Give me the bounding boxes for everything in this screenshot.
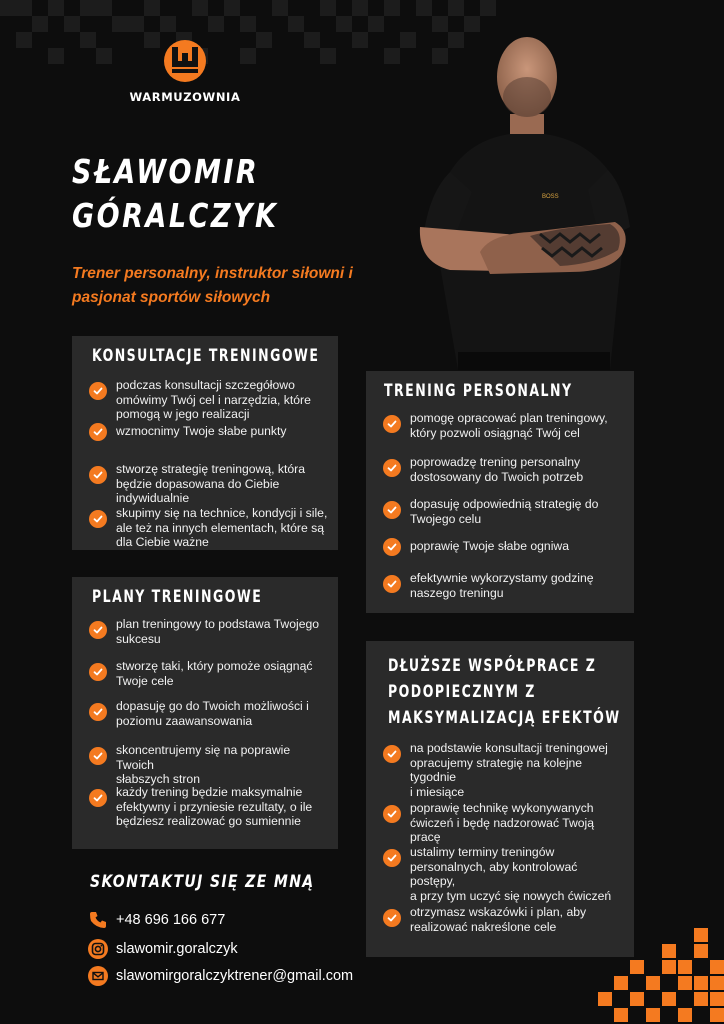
list-item-line: Twoje cele [116, 673, 174, 688]
pixel-square [352, 32, 368, 48]
pixel-square [368, 16, 384, 32]
list-item-text [116, 699, 328, 728]
phone-icon [88, 910, 108, 930]
pixel-square [112, 16, 128, 32]
pixel-square [288, 16, 304, 32]
list-item-line: poprawię Twoje słabe ogniwa [410, 539, 569, 553]
check-icon [89, 621, 107, 639]
list-item-line: skupimy się na technice, kondycji i sile, [116, 506, 328, 520]
pixel-square [678, 1008, 692, 1022]
pixel-square [32, 16, 48, 32]
list-item-text [116, 617, 328, 646]
pixel-square [336, 16, 352, 32]
list-item-line: poprowadzę trening personalny [410, 455, 581, 469]
list-item-line: wzmocnimy Twoje słabe punkty [116, 424, 287, 438]
list-item-line: naszego treningu [410, 585, 504, 600]
panel-konsultacje-title: KONSULTACJE TRENINGOWE [92, 346, 320, 366]
logo-w-icon [164, 40, 206, 82]
list-item-line: realizować nakreślone cele [410, 919, 557, 934]
list-item-text [410, 497, 624, 526]
pixel-square [224, 0, 240, 16]
list-item-line: personalnych, aby kontrolować postępy, [410, 859, 578, 888]
check-icon [383, 538, 401, 556]
panel-dluzsze-title [388, 653, 672, 731]
pixel-square [80, 32, 96, 48]
list-item-text [116, 785, 328, 829]
pixel-square [160, 16, 176, 32]
list-item-line: sukcesu [116, 631, 161, 646]
check-icon [383, 501, 401, 519]
pixel-square [384, 0, 400, 16]
check-icon [89, 789, 107, 807]
panel-dluzsze [366, 641, 634, 957]
list-item-line: opracujemy strategię na kolejne tygodnie [410, 755, 583, 784]
list-item-line: efektywnie wykorzystamy godzinę [410, 571, 594, 585]
last-name: GÓRALCZYK [72, 196, 279, 235]
pixel-square [416, 0, 432, 16]
list-item-text [410, 741, 624, 799]
check-icon [383, 459, 401, 477]
pixel-square [480, 0, 496, 16]
list-item-line: słabszych stron [116, 772, 200, 786]
list-item-line: efektywny i przyniesie rezultaty, o ile [116, 799, 313, 814]
list-item-line: stworzę strategię treningową, która [116, 462, 305, 476]
brand-name: WARMUZOWNIA [129, 90, 241, 104]
pixel-square [662, 944, 676, 958]
pixel-square [448, 0, 464, 16]
check-icon [89, 382, 107, 400]
pixel-square [678, 960, 692, 974]
pixel-square [694, 928, 708, 942]
pixel-square [694, 976, 708, 990]
check-icon [383, 805, 401, 823]
list-item-line: poziomu zaawansowania [116, 713, 253, 728]
pixel-square [352, 0, 368, 16]
list-item-line: podczas konsultacji szczegółowo [116, 378, 295, 392]
check-icon [89, 747, 107, 765]
list-item-line: który pozwoli osiągnąć Twój cel [410, 425, 580, 440]
tagline [72, 262, 412, 310]
list-item-text [410, 411, 624, 440]
list-item-text [410, 905, 624, 934]
list-item-text [410, 571, 624, 600]
pixel-square [48, 48, 64, 64]
tagline-line-1: Trener personalny, instruktor siłowni i [72, 265, 353, 282]
list-item-text [116, 462, 328, 506]
pixel-square [710, 1008, 724, 1022]
list-item-text [116, 424, 328, 439]
list-item-line: ustalimy terminy treningów [410, 845, 555, 859]
pixel-square [128, 16, 144, 32]
list-item-line: będziesz realizować go sumiennie [116, 814, 301, 828]
tagline-line-2: pasjonat sportów siłowych [72, 289, 271, 306]
list-item-line: otrzymasz wskazówki i plan, aby [410, 905, 587, 919]
check-icon [89, 510, 107, 528]
pixel-square [694, 944, 708, 958]
email-address[interactable]: slawomirgoralczyktrener@gmail.com [116, 968, 354, 984]
list-item-line: plan treningowy to podstawa Twojego [116, 617, 320, 631]
check-icon [89, 466, 107, 484]
pixel-square [320, 48, 336, 64]
pixel-square [96, 0, 112, 16]
panel-plany-title: PLANY TRENINGOWE [92, 587, 263, 607]
pixel-square [598, 992, 612, 1006]
list-item-line: omówimy Twój cel i narzędzia, które [116, 392, 311, 407]
list-item-line: indywidualnie [116, 491, 190, 505]
pixel-square [0, 0, 16, 16]
list-item-line: dostosowany do Twoich potrzeb [410, 469, 584, 484]
list-item-text [116, 378, 328, 422]
pixel-square [208, 16, 224, 32]
pixel-square [646, 976, 660, 990]
pixel-square [384, 48, 400, 64]
pixel-square [630, 960, 644, 974]
check-icon [89, 663, 107, 681]
check-icon [89, 703, 107, 721]
panel-dluzsze-title-line-2: PODOPIECZNYM Z [388, 682, 536, 702]
pixel-square [710, 976, 724, 990]
pixel-square [662, 992, 676, 1006]
list-item-line: pomogą w jego realizacji [116, 407, 250, 421]
list-item-text [116, 659, 328, 688]
pixel-square [304, 32, 320, 48]
list-item-line: skoncentrujemy się na poprawie Twoich [116, 743, 291, 772]
list-item-line: pomogę opracować plan treningowy, [410, 411, 608, 425]
list-item-line: i miesiące [410, 784, 465, 799]
pixel-square [16, 0, 32, 16]
person-name [72, 150, 278, 238]
check-icon [383, 849, 401, 867]
pixel-square [630, 992, 644, 1006]
check-icon [383, 745, 401, 763]
list-item-line: na podstawie konsultacji treningowej [410, 741, 608, 755]
panel-trening-title: TRENING PERSONALNY [384, 381, 573, 401]
pixel-square [710, 992, 724, 1006]
list-item-text [116, 743, 328, 787]
check-icon [89, 423, 107, 441]
instagram-icon [88, 939, 108, 959]
contact-title: SKONTAKTUJ SIĘ ZE MNĄ [90, 872, 315, 891]
list-item-line: ale też na innych elementach, które są [116, 520, 324, 535]
list-item-line: dopasuję go do Twoich możliwości i [116, 699, 309, 713]
list-item-text [410, 801, 624, 845]
pixel-square [192, 0, 208, 16]
pixel-square [678, 976, 692, 990]
check-icon [383, 909, 401, 927]
pixel-square [272, 0, 288, 16]
list-item-text [410, 539, 624, 554]
pixel-square [80, 0, 96, 16]
pixel-square [662, 960, 676, 974]
panel-trening [366, 371, 634, 613]
logo-mark [164, 40, 206, 82]
panel-konsultacje [72, 336, 338, 550]
panel-dluzsze-title-line-1: DŁUŻSZE WSPÓŁPRACE Z [388, 656, 597, 676]
pixel-square [96, 48, 112, 64]
list-item-line: a przy tym uczyć się nowych ćwiczeń [410, 888, 612, 903]
first-name: SŁAWOMIR [72, 152, 260, 191]
list-item-line: dla Ciebie ważne [116, 535, 209, 549]
list-item-line: Twojego celu [410, 511, 482, 526]
pixel-square [646, 1008, 660, 1022]
pixel-square [144, 0, 160, 16]
pixel-square [64, 16, 80, 32]
pixel-square [48, 0, 64, 16]
phone-number[interactable]: +48 696 166 677 [116, 912, 226, 928]
panel-plany [72, 577, 338, 849]
list-item-text [116, 506, 328, 550]
shirt-logo: BOSS [542, 194, 559, 200]
pixel-square [320, 0, 336, 16]
panel-dluzsze-title-line-3: MAKSYMALIZACJĄ EFEKTÓW [388, 708, 621, 728]
list-item-line: poprawię technikę wykonywanych [410, 801, 594, 815]
pixel-square [16, 32, 32, 48]
pixel-square [240, 16, 256, 32]
list-item-line: dopasuję odpowiednią strategię do [410, 497, 599, 511]
pixel-square [614, 1008, 628, 1022]
instagram-handle[interactable]: slawomir.goralczyk [116, 941, 238, 957]
pixel-square [694, 992, 708, 1006]
list-item-line: stworzę taki, który pomoże osiągnąć [116, 659, 313, 673]
pixel-square [710, 960, 724, 974]
list-item-line: będzie dopasowana do Ciebie [116, 476, 280, 491]
pixel-square [256, 32, 272, 48]
trainer-photo [410, 22, 640, 370]
list-item-text [410, 455, 624, 484]
mail-icon [88, 966, 108, 986]
pixel-square [614, 976, 628, 990]
check-icon [383, 575, 401, 593]
list-item-text [410, 845, 624, 903]
list-item-line: każdy trening będzie maksymalnie [116, 785, 303, 799]
check-icon [383, 415, 401, 433]
brand-logo [118, 40, 252, 104]
list-item-line: ćwiczeń i będę nadzorować Twoją pracę [410, 815, 595, 844]
